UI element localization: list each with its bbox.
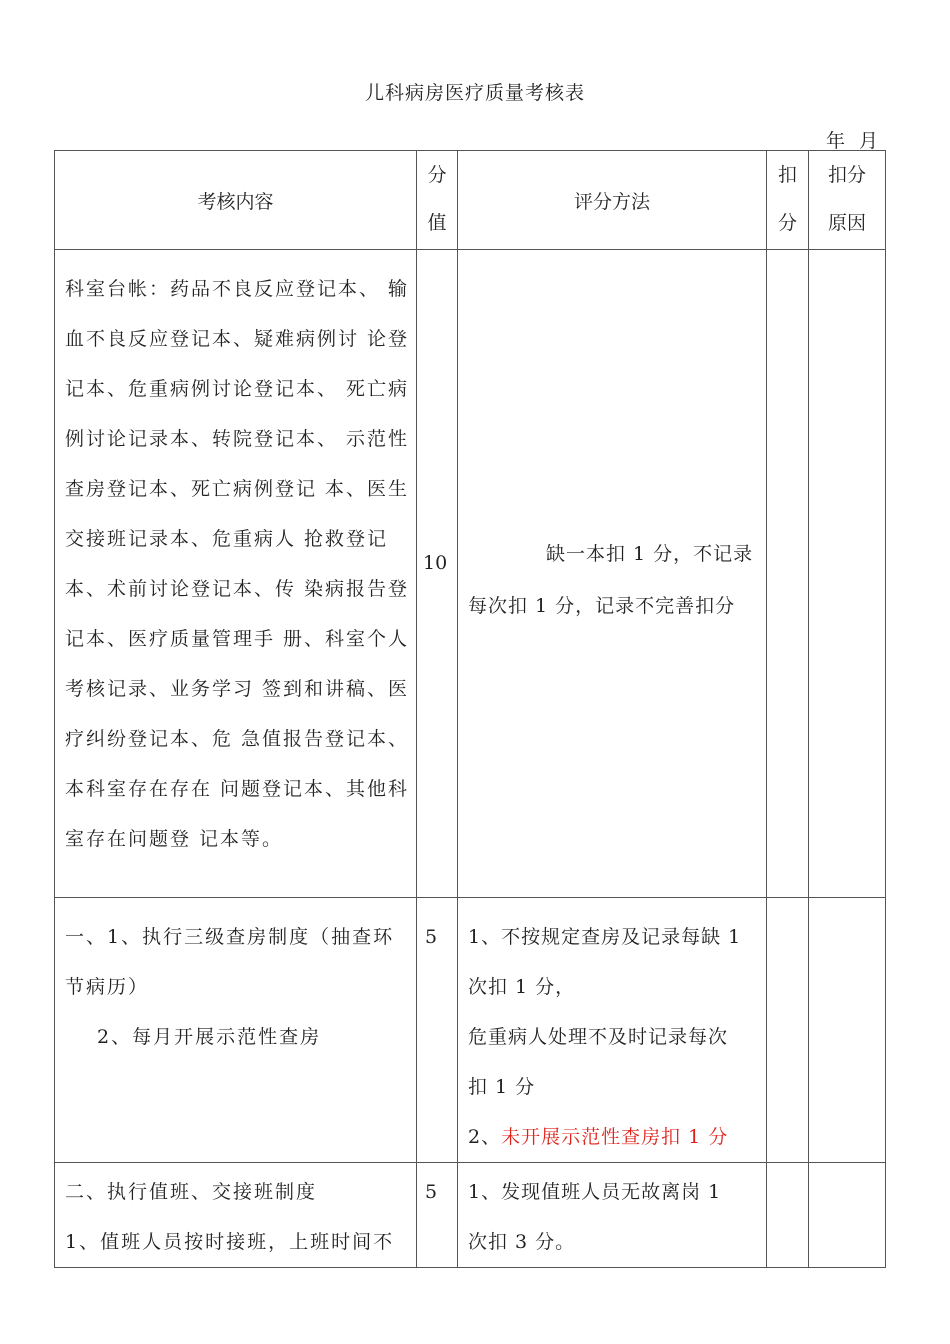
- row1-content-line: 血不良反应登记本、疑难病例讨 论登: [65, 328, 410, 350]
- header-reason-line1: 扣分: [827, 164, 866, 186]
- header-method: 评分方法: [458, 151, 767, 250]
- assessment-table: [54, 150, 886, 1268]
- row2-score-value: 5: [425, 926, 438, 948]
- row3-method: [458, 1163, 767, 1268]
- row1-content-line: 本、术前讨论登记本、传 染病报告登: [65, 578, 410, 600]
- row1-content: [55, 250, 417, 898]
- row2-method: [458, 898, 767, 1163]
- row2-content-line1: 一、1、执行三级查房制度（抽查环: [65, 926, 395, 948]
- row1-content-line: 记本、危重病例讨论登记本、 死亡病: [65, 378, 410, 400]
- row1-content-line: 疗纠纷登记本、危 急值报告登记本、: [65, 728, 410, 750]
- row1-content-line: 科室台帐：药品不良反应登记本、 输: [65, 278, 410, 300]
- row1-deduct-cell: [767, 250, 809, 898]
- row2-content: [55, 898, 417, 1163]
- header-reason: [809, 151, 886, 250]
- header-score-line2: 值: [427, 212, 447, 234]
- header-content: 考核内容: [55, 151, 417, 250]
- row1-content-line: 室存在问题登 记本等。: [65, 828, 284, 850]
- header-score: [417, 151, 458, 250]
- row2-method-line5-prefix: 2、: [468, 1126, 502, 1148]
- table-row: [55, 1163, 886, 1268]
- row1-score-value: 10: [423, 552, 448, 574]
- row2-method-line3: 危重病人处理不及时记录每次: [468, 1026, 729, 1048]
- row2-deduct-cell: [767, 898, 809, 1163]
- row1-content-line: 记本、医疗质量管理手 册、科室个人: [65, 628, 410, 650]
- row3-deduct-cell: [767, 1163, 809, 1268]
- table-row: [55, 250, 886, 898]
- row2-method-line4: 扣 1 分: [468, 1076, 536, 1098]
- row1-content-line: 交接班记录本、危重病人 抢救登记: [65, 528, 389, 550]
- row3-method-line1: 1、发现值班人员无故离岗 1: [468, 1181, 722, 1203]
- row2-content-line3: 2、每月开展示范性查房: [97, 1026, 322, 1048]
- row3-score: [417, 1163, 458, 1268]
- row3-content: [55, 1163, 417, 1268]
- header-reason-line2: 原因: [827, 212, 866, 234]
- row1-reason-cell: [809, 250, 886, 898]
- row3-method-line2: 次扣 3 分。: [468, 1231, 576, 1253]
- date-label: 年 月: [826, 130, 883, 152]
- header-deduct-line2: 分: [777, 212, 797, 234]
- row2-method-line1: 1、不按规定查房及记录每缺 1: [468, 926, 742, 948]
- header-score-line1: 分: [427, 164, 447, 186]
- row2-reason-cell: [809, 898, 886, 1163]
- row1-content-line: 本科室存在存在 问题登记本、其他科: [65, 778, 410, 800]
- row1-content-line: 例讨论记录本、转院登记本、 示范性: [65, 428, 410, 450]
- row2-score: [417, 898, 458, 1163]
- row1-method-line1: 缺一本扣 1 分，不记录: [546, 543, 754, 565]
- row1-content-line: 考核记录、业务学习 签到和讲稿、医: [65, 678, 410, 700]
- table-header-row: [55, 151, 886, 250]
- row1-method: [458, 250, 767, 898]
- row2-method-line5-red: 未开展示范性查房扣 1 分: [501, 1126, 729, 1148]
- header-deduct-line1: 扣: [777, 164, 797, 186]
- header-deduct: [767, 151, 809, 250]
- row1-score: [417, 250, 458, 898]
- row1-method-line2: 每次扣 1 分，记录不完善扣分: [468, 595, 736, 617]
- row3-content-line2: 1、值班人员按时接班，上班时间不: [65, 1231, 395, 1253]
- row3-score-value: 5: [425, 1181, 438, 1203]
- row1-content-line: 查房登记本、死亡病例登记 本、医生: [65, 478, 410, 500]
- row2-method-line5: [468, 1112, 758, 1162]
- row3-reason-cell: [809, 1163, 886, 1268]
- row3-content-line1: 二、执行值班、交接班制度: [65, 1181, 318, 1203]
- table-row: [55, 898, 886, 1163]
- page-title: 儿科病房医疗质量考核表: [364, 82, 585, 104]
- row2-content-line2: 节病历）: [65, 976, 150, 998]
- row2-method-line2: 次扣 1 分，: [468, 976, 576, 998]
